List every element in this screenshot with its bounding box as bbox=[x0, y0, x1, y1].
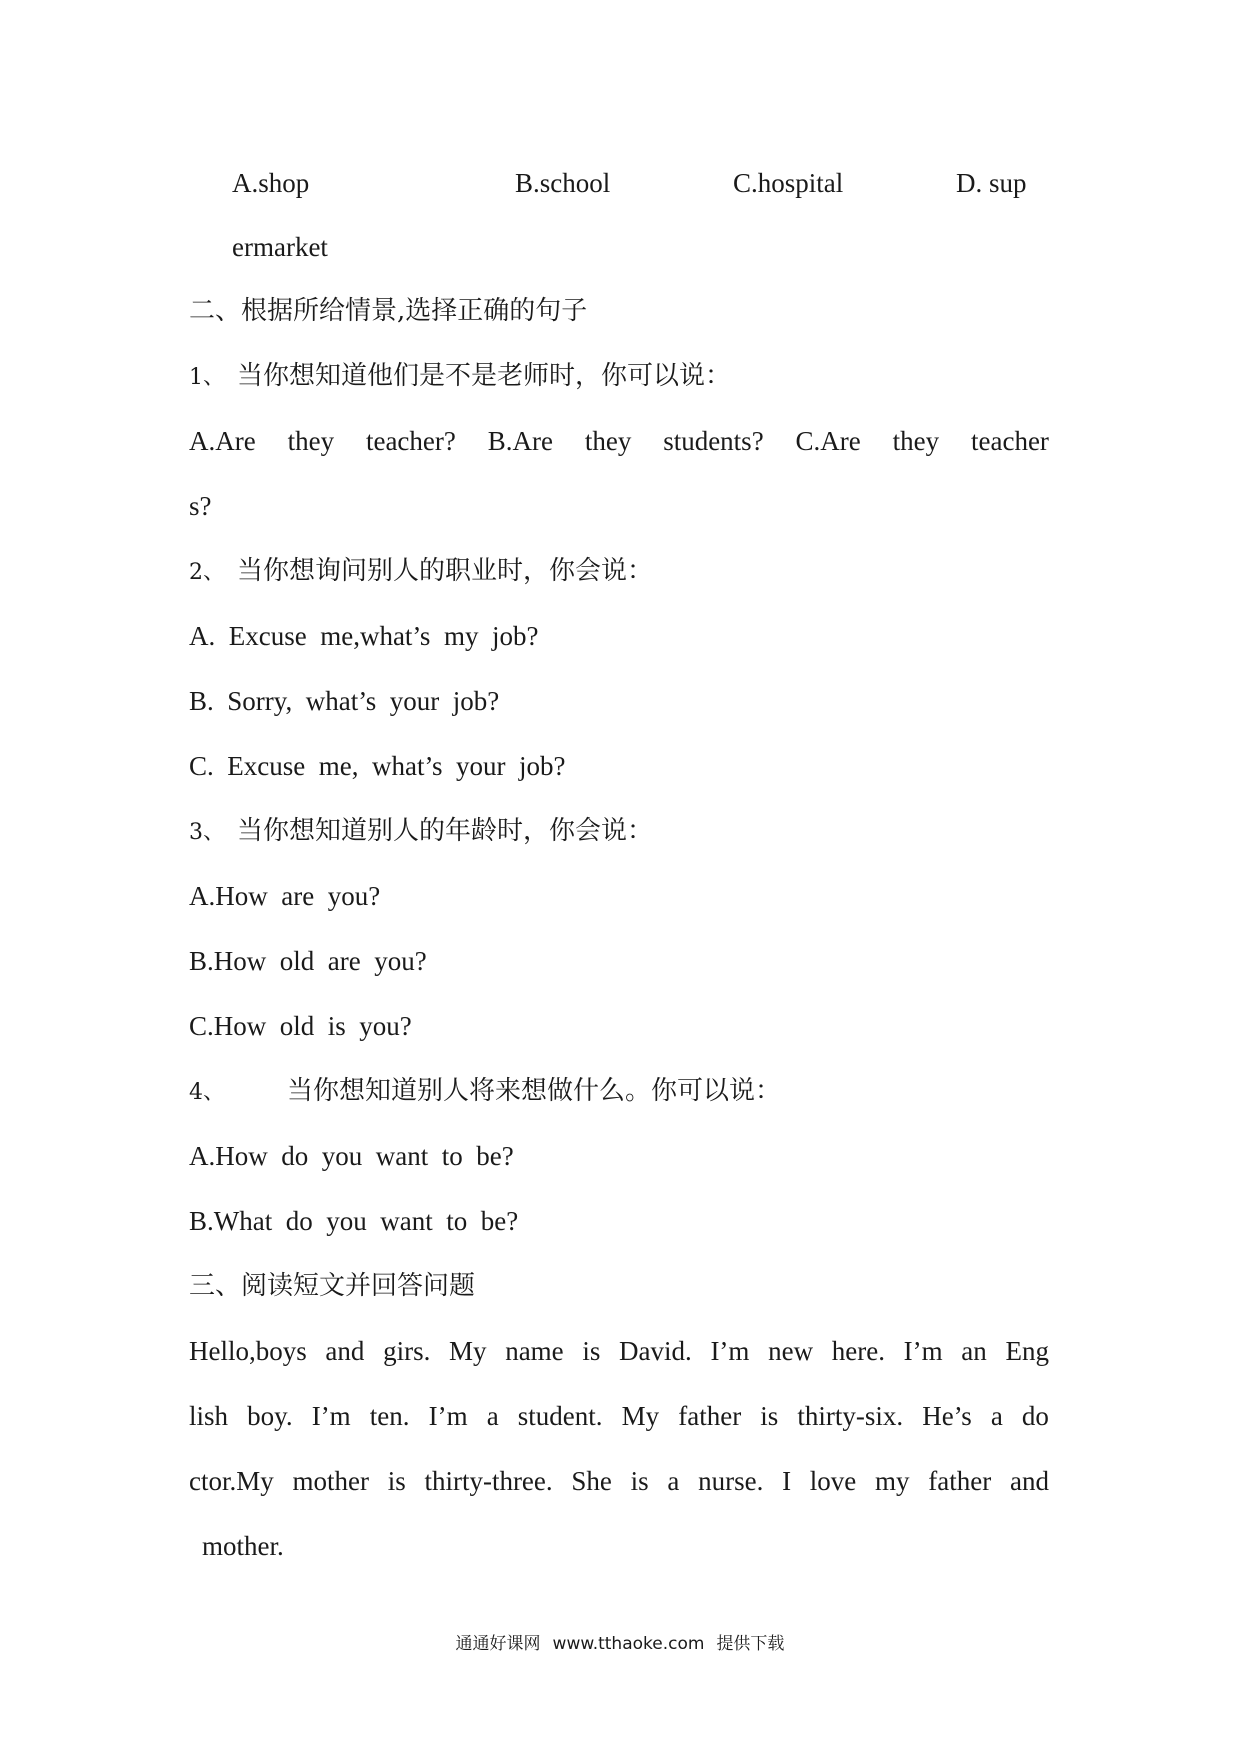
passage-word: He’s bbox=[922, 1401, 972, 1431]
question-1-option-word: students? bbox=[663, 426, 764, 456]
question-1-prompt: 当你想知道他们是不是老师时，你可以说： bbox=[237, 361, 732, 391]
question-1-option-word: they bbox=[584, 426, 632, 456]
question-2-option-a: A. Excuse me,what’s my job? bbox=[189, 621, 539, 651]
page-footer bbox=[0, 1632, 1240, 1656]
question-1-options-line bbox=[189, 424, 1049, 458]
passage-word: mother bbox=[292, 1466, 369, 1496]
option-d-supermarket: D. sup bbox=[956, 168, 1027, 198]
passage-word: a bbox=[486, 1401, 499, 1431]
passage-word: I’m bbox=[710, 1336, 750, 1366]
footer-suffix: 提供下载 bbox=[716, 1634, 785, 1654]
section-2-heading: 二、根据所给情景,选择正确的句子 bbox=[189, 296, 588, 326]
passage-word: is bbox=[630, 1466, 649, 1496]
passage-word: a bbox=[667, 1466, 680, 1496]
question-1 bbox=[189, 359, 731, 395]
passage-word: is bbox=[760, 1401, 779, 1431]
question-4-number: 4、 bbox=[189, 1080, 225, 1105]
passage-word: thirty-three. bbox=[424, 1466, 553, 1496]
passage-line-2 bbox=[189, 1399, 1049, 1433]
passage-word: new bbox=[768, 1336, 814, 1366]
question-4-option-b: B.What do you want to be? bbox=[189, 1206, 519, 1236]
passage-word: student. bbox=[517, 1401, 603, 1431]
passage-word: girs. bbox=[383, 1336, 431, 1366]
passage-word: I’m bbox=[428, 1401, 468, 1431]
passage-word: and bbox=[325, 1336, 365, 1366]
passage-word: I’m bbox=[903, 1336, 943, 1366]
option-b-school: B.school bbox=[515, 168, 611, 198]
question-1-option-word: they bbox=[287, 426, 335, 456]
question-1-option-word: A.Are bbox=[189, 426, 256, 456]
passage-line-4: mother. bbox=[202, 1531, 284, 1561]
question-2-option-c: C. Excuse me, what’s your job? bbox=[189, 751, 566, 781]
passage-word: Eng bbox=[1005, 1336, 1049, 1366]
passage-word: father bbox=[678, 1401, 742, 1431]
passage-word: and bbox=[1009, 1466, 1049, 1496]
question-1-number: 1、 bbox=[189, 365, 225, 390]
passage-word: I bbox=[782, 1466, 792, 1496]
passage-word: do bbox=[1021, 1401, 1049, 1431]
passage-word: She bbox=[571, 1466, 612, 1496]
passage-word: lish bbox=[189, 1401, 229, 1431]
question-3-option-c: C.How old is you? bbox=[189, 1011, 412, 1041]
passage-line-1 bbox=[189, 1334, 1049, 1368]
footer-url: www.tthaoke.com bbox=[552, 1634, 705, 1654]
passage-word: is bbox=[387, 1466, 406, 1496]
passage-word: ten. bbox=[369, 1401, 410, 1431]
question-1-option-word: C.Are bbox=[795, 426, 861, 456]
passage-word: a bbox=[990, 1401, 1003, 1431]
option-a-shop: A.shop bbox=[232, 168, 310, 198]
passage-word: an bbox=[961, 1336, 987, 1366]
passage-word: name bbox=[505, 1336, 564, 1366]
passage-word: father bbox=[928, 1466, 992, 1496]
passage-word: David. bbox=[619, 1336, 692, 1366]
question-1-options-continuation: s? bbox=[189, 491, 212, 521]
question-4 bbox=[189, 1074, 781, 1110]
question-4-prompt: 当你想知道别人将来想做什么。你可以说： bbox=[287, 1076, 782, 1106]
passage-word: ctor.My bbox=[189, 1466, 274, 1496]
question-2-prompt: 当你想询问别人的职业时，你会说： bbox=[237, 556, 654, 586]
footer-site-name: 通通好课网 bbox=[455, 1634, 541, 1654]
question-1-option-word: B.Are bbox=[487, 426, 553, 456]
question-3-prompt: 当你想知道别人的年龄时，你会说： bbox=[237, 816, 654, 846]
question-4-option-a: A.How do you want to be? bbox=[189, 1141, 514, 1171]
question-1-option-word: teacher? bbox=[365, 426, 456, 456]
passage-word: boy. bbox=[247, 1401, 293, 1431]
option-c-hospital: C.hospital bbox=[733, 168, 844, 198]
passage-word: love bbox=[809, 1466, 857, 1496]
question-3-number: 3、 bbox=[189, 820, 225, 845]
option-d-continuation: ermarket bbox=[232, 232, 328, 262]
section-3-heading: 三、阅读短文并回答问题 bbox=[189, 1271, 476, 1301]
question-2-option-b: B. Sorry, what’s your job? bbox=[189, 686, 500, 716]
question-1-option-word: they bbox=[892, 426, 940, 456]
passage-word: my bbox=[875, 1466, 910, 1496]
question-2 bbox=[189, 554, 653, 590]
question-3-option-a: A.How are you? bbox=[189, 881, 381, 911]
question-2-number: 2、 bbox=[189, 560, 225, 585]
passage-word: thirty-six. bbox=[797, 1401, 904, 1431]
question-3 bbox=[189, 814, 653, 850]
passage-word: I’m bbox=[311, 1401, 351, 1431]
question-3-option-b: B.How old are you? bbox=[189, 946, 427, 976]
passage-word: nurse. bbox=[698, 1466, 764, 1496]
passage-word: My bbox=[449, 1336, 487, 1366]
passage-word: My bbox=[621, 1401, 660, 1431]
passage-word: is bbox=[582, 1336, 601, 1366]
question-1-option-word: teacher bbox=[971, 426, 1049, 456]
passage-line-3 bbox=[189, 1464, 1049, 1498]
passage-word: here. bbox=[831, 1336, 885, 1366]
passage-word: Hello,boys bbox=[189, 1336, 307, 1366]
